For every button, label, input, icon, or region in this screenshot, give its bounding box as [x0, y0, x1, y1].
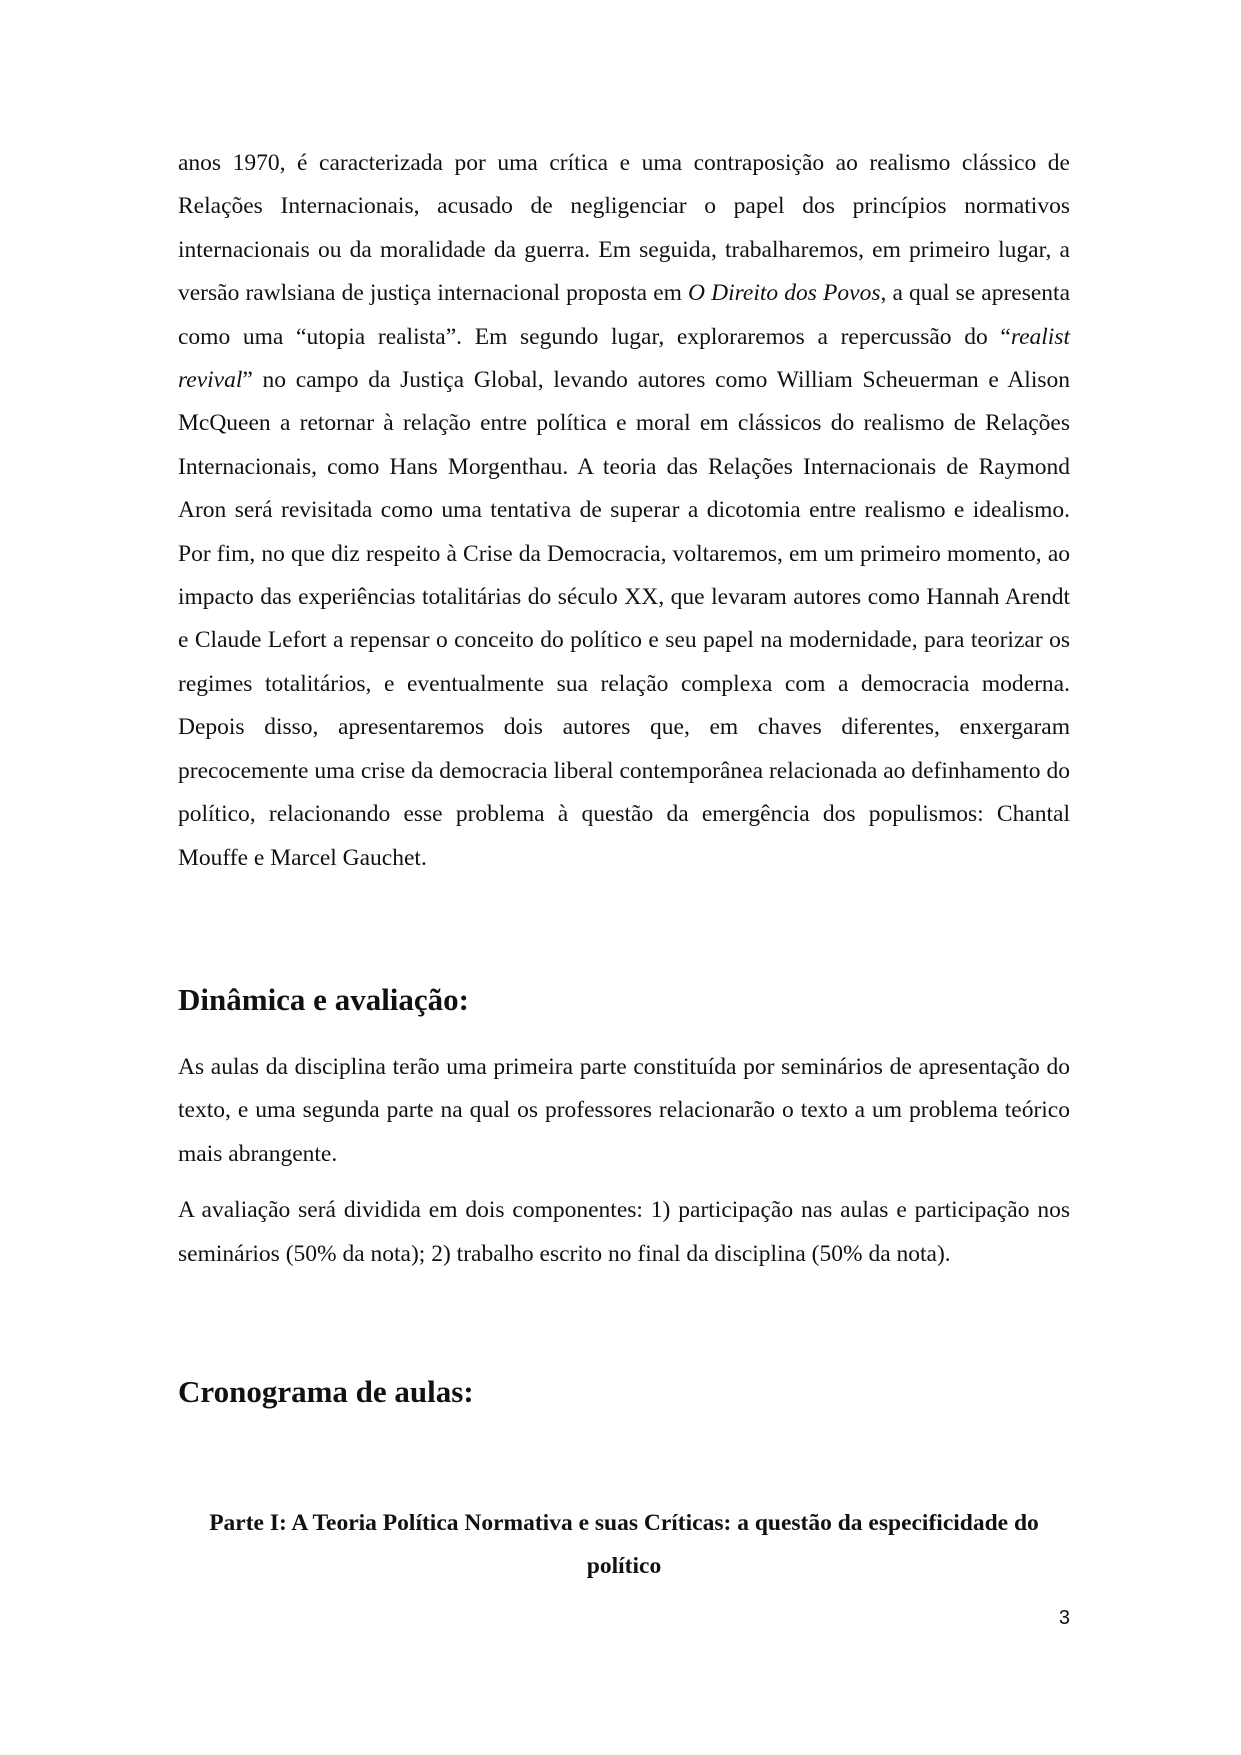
- intro-text-part-3: ” no campo da Justiça Global, levando autores como William Scheuerman e Alison McQueen a retornar à relação entre política e moral em clássicos do realismo de Relações Internacionais, como Hans Morgenthau. A teoria das Relações Internacionais de Raymond Aron será revisitada como uma tentativa de superar a dicotomia entre realismo e idealismo. Por fim, no que diz respeito à Crise da Democracia, voltaremos, em um primeiro momento, ao impacto das experiências totalitárias do século XX, que levaram autores como Hannah Arendt e Claude Lefort a repensar o conceito do político e seu papel na modernidade, para teorizar os regimes totalitários, e eventualmente sua relação complexa com a democracia moderna. Depois disso, apresentaremos dois autores que, em chaves diferentes, enxergaram precocemente uma crise da democracia liberal contemporânea relacionada ao definhamento do político, relacionando esse problema à questão da emergência dos populismos: Chantal Mouffe e Marcel Gauchet.: [178, 367, 1070, 871]
- page-content: [178, 142, 1070, 1589]
- intro-text-part-1: anos 1970, é caracterizada por uma crítica e uma contraposição ao realismo clássico de Relações Internacionais, acusado de negligenciar o papel dos princípios normativos internacionais ou da moralidade da guerra. Em seguida, trabalharemos, em primeiro lugar, a versão rawlsiana de justiça internacional proposta em: [178, 150, 1070, 307]
- paragraph-avaliacao: A avaliação será dividida em dois componentes: 1) participação nas aulas e participação nos seminários (50% da nota); 2) trabalho escrito no final da disciplina (50% da nota).: [178, 1197, 1070, 1267]
- section-heading-dinamica: Dinâmica e avaliação:: [178, 981, 470, 1017]
- book-title: O Direito dos Povos: [688, 280, 881, 307]
- paragraph-aulas: As aulas da disciplina terão uma primeira parte constituída por seminários de apresentação do texto, e uma segunda parte na qual os professores relacionarão o texto a um problema teórico mais abrangente.: [178, 1053, 1070, 1167]
- part-title: Parte I: A Teoria Política Normativa e suas Críticas: a questão da especificidade do político: [209, 1509, 1039, 1580]
- intro-text-part-2: , a qual se apresenta como uma “utopia realista”. Em segundo lugar, exploraremos a repercussão do “: [178, 280, 1071, 350]
- realist-revival-term: realist revival: [178, 323, 1070, 394]
- page-number: 3: [1058, 1607, 1070, 1629]
- intro-paragraph: [178, 142, 1070, 880]
- section-heading-cronograma: Cronograma de aulas:: [178, 1373, 474, 1409]
